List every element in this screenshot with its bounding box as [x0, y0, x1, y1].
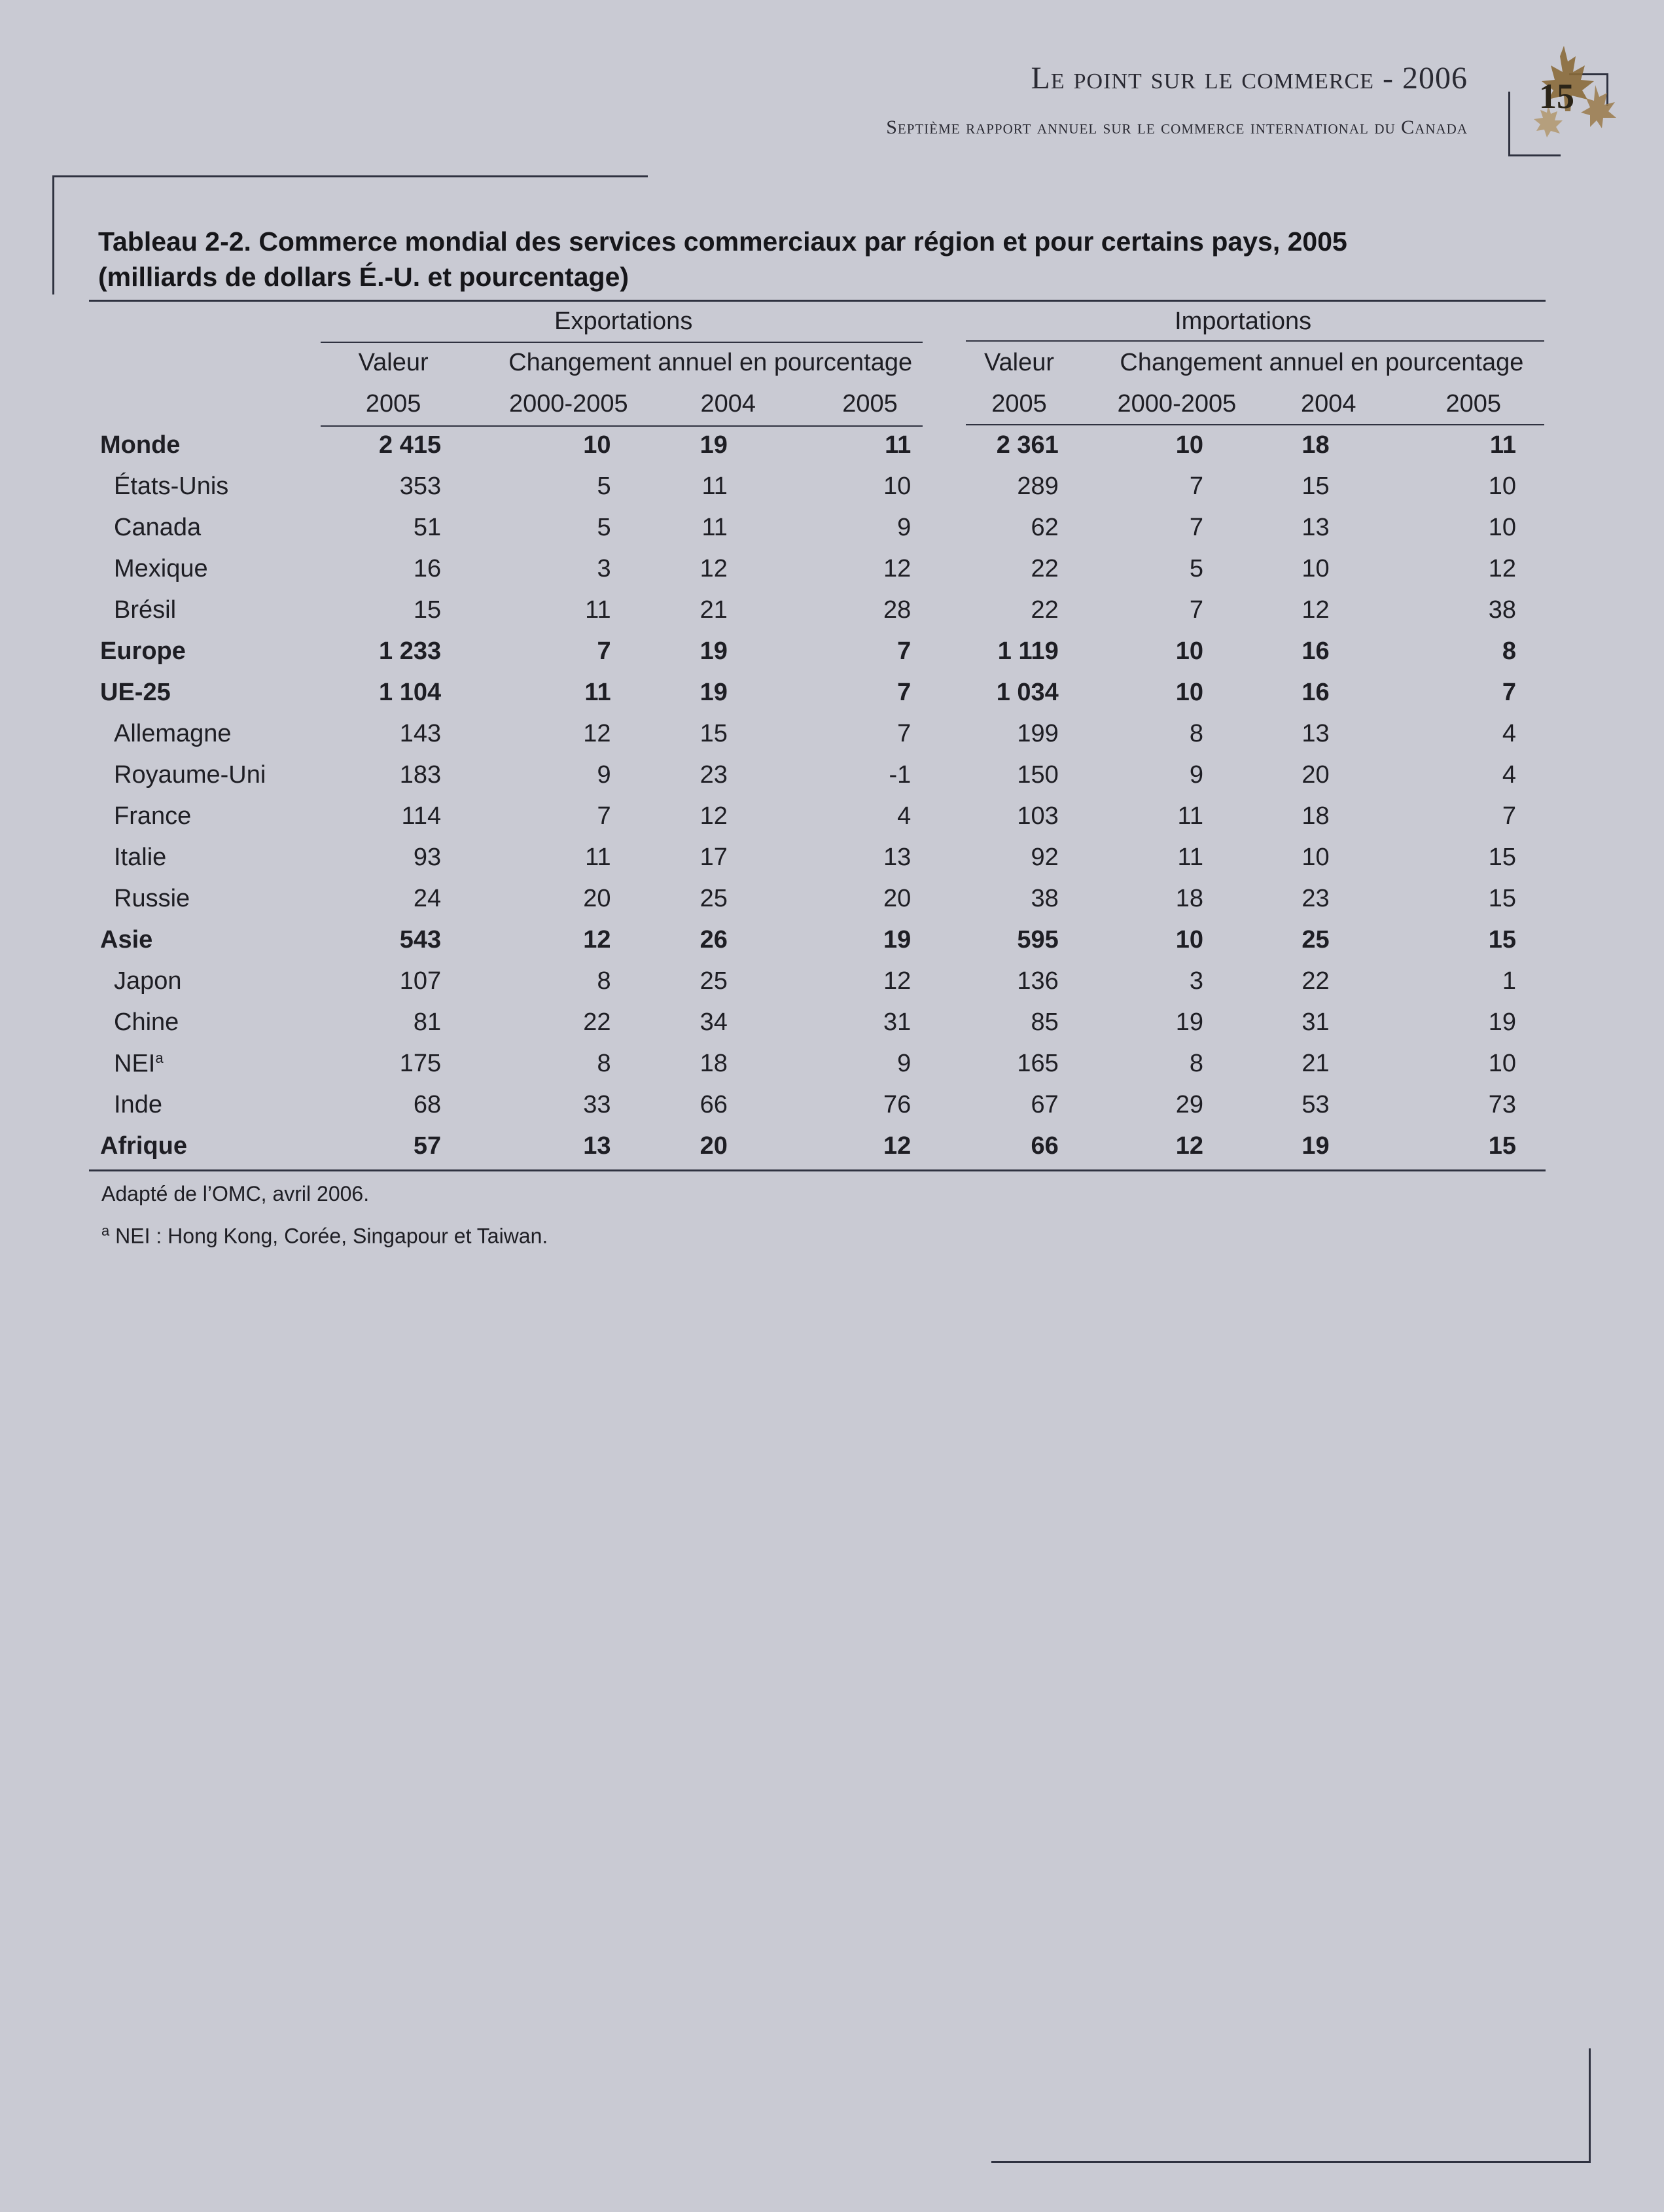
- table-cell: 150: [1017, 761, 1059, 789]
- table-row: [89, 878, 1546, 919]
- table-cell: 67: [1031, 1091, 1059, 1118]
- table-cell: 10: [883, 473, 912, 500]
- table-cell: -1: [889, 761, 912, 789]
- table-cell: 12: [1175, 1132, 1203, 1160]
- row-label-text: États-Unis: [114, 473, 229, 500]
- table-cell: 175: [399, 1050, 442, 1077]
- table-cell: 25: [699, 967, 728, 995]
- table-cell: 7: [1189, 596, 1203, 624]
- table-cell: 3: [597, 555, 611, 582]
- row-label: [89, 919, 306, 961]
- table-row: [89, 590, 1546, 631]
- table-title-units: (milliards de dollars É.-U. et pourcentage): [98, 262, 629, 292]
- table-row: [89, 713, 1546, 755]
- table-source: Adapté de l’OMC, avril 2006.: [101, 1182, 370, 1205]
- change-header: Changement annuel en pourcentage: [1120, 349, 1524, 376]
- table-cell: 31: [1301, 1008, 1330, 1036]
- table-cell: 10: [1175, 431, 1203, 459]
- row-label: [89, 507, 306, 548]
- row-label-text: Brésil: [114, 596, 177, 624]
- table-cell: 10: [1175, 926, 1203, 954]
- row-label-text: Canada: [114, 514, 202, 541]
- table-cell: 183: [399, 761, 442, 789]
- table-cell: 7: [1189, 514, 1203, 541]
- table-cell: 595: [1017, 926, 1059, 954]
- table-title-line: Tableau 2-2. Commerce mondial des services commerciaux par région et pour certains pays, 2005: [98, 226, 1347, 257]
- table-cell: 66: [699, 1091, 728, 1118]
- table-cell: 289: [1017, 473, 1059, 500]
- table-row: [89, 1043, 1546, 1084]
- corner-rule: [1589, 2048, 1591, 2163]
- row-label-text: Japon: [114, 967, 182, 995]
- table-cell: 10: [1301, 555, 1330, 582]
- section-rule: [52, 175, 54, 294]
- table-cell: 18: [699, 1050, 728, 1077]
- table-cell: 28: [883, 596, 912, 624]
- table-cell: 19: [699, 431, 728, 459]
- table-cell: 12: [583, 720, 611, 747]
- table-cell: 19: [1488, 1008, 1516, 1036]
- table-row: [89, 919, 1546, 961]
- table-cell: 20: [1301, 761, 1330, 789]
- table-cell: 10: [1175, 637, 1203, 665]
- table-cell: 1 233: [379, 637, 442, 665]
- table-cell: 19: [699, 637, 728, 665]
- row-label: [89, 1084, 306, 1126]
- year-header: 2004: [1301, 390, 1356, 418]
- report-subtitle: Septième rapport annuel sur le commerce international du Canada: [886, 116, 1468, 138]
- row-label: [89, 425, 306, 466]
- table-cell: 12: [883, 555, 912, 582]
- table-cell: 57: [413, 1132, 442, 1160]
- table-cell: 15: [1488, 885, 1516, 912]
- table-cell: 20: [699, 1132, 728, 1160]
- corner-rule: [1508, 154, 1561, 156]
- table-cell: 68: [413, 1091, 442, 1118]
- table-cell: 1: [1502, 967, 1516, 995]
- table-cell: 34: [699, 1008, 728, 1036]
- table-cell: 11: [701, 473, 728, 500]
- table-cell: 17: [699, 844, 728, 871]
- table-cell: 15: [1488, 1132, 1516, 1160]
- table-cell: 20: [883, 885, 912, 912]
- table-cell: 8: [1189, 720, 1203, 747]
- table-cell: 1 034: [996, 679, 1059, 706]
- table-cell: 7: [897, 637, 912, 665]
- table-cell: 85: [1031, 1008, 1059, 1036]
- row-label-text: Monde: [100, 431, 181, 459]
- table-cell: 15: [1301, 473, 1330, 500]
- row-label-text: Asie: [100, 926, 153, 954]
- table-cell: 13: [883, 844, 912, 871]
- row-label-text: Inde: [114, 1091, 162, 1118]
- services-trade-table: [89, 301, 1546, 1167]
- row-label-text: Russie: [114, 885, 190, 912]
- row-label: [89, 631, 306, 672]
- table-cell: 11: [584, 679, 611, 706]
- table-cell: 143: [399, 720, 442, 747]
- table-cell: 15: [413, 596, 442, 624]
- row-label: [89, 755, 306, 796]
- table-cell: 11: [1489, 431, 1516, 459]
- table-header-years: [89, 384, 1546, 425]
- row-label-text: Mexique: [114, 555, 208, 582]
- table-cell: 12: [699, 555, 728, 582]
- row-label: [89, 796, 306, 837]
- table-cell: 136: [1017, 967, 1059, 995]
- table-cell: 92: [1031, 844, 1059, 871]
- table-cell: 7: [1502, 679, 1516, 706]
- row-label: [89, 713, 306, 755]
- table-cell: 19: [1175, 1008, 1203, 1036]
- table-cell: 19: [883, 926, 912, 954]
- table-cell: 66: [1031, 1132, 1059, 1160]
- table-cell: 22: [1301, 967, 1330, 995]
- row-label-text: Italie: [114, 844, 167, 871]
- table-cell: 38: [1031, 885, 1059, 912]
- table-cell: 31: [883, 1008, 912, 1036]
- table-cell: 19: [699, 679, 728, 706]
- table-row: [89, 1002, 1546, 1043]
- table-row: [89, 466, 1546, 507]
- page-number: 15: [1539, 77, 1574, 116]
- table-cell: 22: [1031, 596, 1059, 624]
- table-cell: 2 361: [996, 431, 1059, 459]
- row-label-text: Europe: [100, 637, 186, 665]
- table-cell: 38: [1488, 596, 1516, 624]
- row-label: [89, 837, 306, 878]
- row-label-text: Afrique: [100, 1132, 187, 1160]
- table-cell: 23: [1301, 885, 1330, 912]
- table-cell: 10: [1175, 679, 1203, 706]
- table-footnote: [101, 1222, 548, 1249]
- table-cell: 103: [1017, 802, 1059, 830]
- table-cell: 12: [1488, 555, 1516, 582]
- table-cell: 13: [1301, 514, 1330, 541]
- table-cell: 8: [1189, 1050, 1203, 1077]
- table-cell: 9: [1189, 761, 1203, 789]
- row-label-text: Chine: [114, 1008, 179, 1036]
- table-cell: 1 104: [379, 679, 442, 706]
- corner-rule: [1508, 92, 1510, 156]
- table-cell: 76: [883, 1091, 912, 1118]
- table-cell: 62: [1031, 514, 1059, 541]
- table-cell: 353: [399, 473, 442, 500]
- table-cell: 3: [1189, 967, 1203, 995]
- table-cell: 9: [597, 761, 611, 789]
- row-label-text: UE-25: [100, 679, 171, 706]
- table-row: [89, 425, 1546, 466]
- table-cell: 4: [1502, 761, 1516, 789]
- table-cell: 10: [1301, 844, 1330, 871]
- table-cell: 12: [883, 967, 912, 995]
- table-cell: 8: [1502, 637, 1516, 665]
- row-label: [89, 590, 306, 631]
- table-cell: 93: [413, 844, 442, 871]
- table-row: [89, 1084, 1546, 1126]
- row-label: [89, 466, 306, 507]
- footnote-marker: a: [155, 1049, 164, 1066]
- row-label-text: France: [114, 802, 192, 830]
- table-row: [89, 507, 1546, 548]
- imports-header: Importations: [1175, 308, 1312, 335]
- table-row: [89, 961, 1546, 1002]
- row-label: [89, 1043, 306, 1084]
- table-cell: 25: [1301, 926, 1330, 954]
- table-cell: 12: [883, 1132, 912, 1160]
- table-row: [89, 755, 1546, 796]
- table-cell: 18: [1301, 802, 1330, 830]
- table-cell: 9: [897, 514, 912, 541]
- table-cell: 73: [1488, 1091, 1516, 1118]
- year-header: 2005: [365, 390, 421, 418]
- table-cell: 4: [1502, 720, 1516, 747]
- table-cell: 10: [1488, 473, 1516, 500]
- row-label: [89, 672, 306, 713]
- table-cell: 16: [1301, 679, 1330, 706]
- table-cell: 26: [699, 926, 728, 954]
- exports-header: Exportations: [554, 308, 693, 335]
- table-cell: 11: [885, 431, 912, 459]
- row-label: [89, 1002, 306, 1043]
- table-cell: 7: [897, 679, 912, 706]
- table-cell: 4: [897, 802, 912, 830]
- table-cell: 7: [1189, 473, 1203, 500]
- table-cell: 15: [699, 720, 728, 747]
- table-cell: 199: [1017, 720, 1059, 747]
- footnote-text: NEI : Hong Kong, Corée, Singapour et Taiwan.: [115, 1224, 548, 1248]
- table-cell: 18: [1301, 431, 1330, 459]
- table-row: [89, 796, 1546, 837]
- table-cell: 5: [597, 514, 611, 541]
- table-cell: 8: [597, 1050, 611, 1077]
- row-label: [89, 1126, 306, 1167]
- table-cell: 12: [1301, 596, 1330, 624]
- table-cell: 5: [1189, 555, 1203, 582]
- table-cell: 33: [583, 1091, 611, 1118]
- table-cell: 11: [1177, 844, 1203, 871]
- table-row: [89, 1126, 1546, 1167]
- value-header: Valeur: [358, 349, 429, 376]
- year-header: 2004: [700, 390, 756, 418]
- table-cell: 21: [1301, 1050, 1330, 1077]
- table-cell: 543: [399, 926, 442, 954]
- table-cell: 22: [1031, 555, 1059, 582]
- table-cell: 51: [413, 514, 442, 541]
- footnote-marker: a: [101, 1222, 110, 1239]
- table-bottom-rule: [89, 1169, 1546, 1171]
- table-cell: 21: [699, 596, 728, 624]
- table-cell: 10: [1488, 514, 1516, 541]
- table-cell: 11: [585, 596, 611, 624]
- table-cell: 18: [1175, 885, 1203, 912]
- table-cell: 2 415: [379, 431, 442, 459]
- change-header: Changement annuel en pourcentage: [508, 349, 913, 376]
- corner-rule: [991, 2161, 1591, 2163]
- row-label: [89, 548, 306, 590]
- table-cell: 10: [1488, 1050, 1516, 1077]
- table-cell: 16: [413, 555, 442, 582]
- table-cell: 19: [1301, 1132, 1330, 1160]
- row-label: [89, 961, 306, 1002]
- table-cell: 20: [583, 885, 611, 912]
- table-cell: 25: [699, 885, 728, 912]
- table-cell: 12: [583, 926, 611, 954]
- year-header: 2005: [842, 390, 898, 418]
- table-cell: 1 119: [997, 637, 1059, 665]
- table-cell: 11: [701, 514, 728, 541]
- table-cell: 24: [413, 885, 442, 912]
- year-header: 2000-2005: [508, 390, 628, 418]
- table-row: [89, 631, 1546, 672]
- table-cell: 7: [597, 637, 611, 665]
- table-cell: 10: [583, 431, 611, 459]
- table-cell: 15: [1488, 844, 1516, 871]
- table-header-metric: [89, 342, 1546, 384]
- table-cell: 29: [1175, 1091, 1203, 1118]
- table-row: [89, 837, 1546, 878]
- table-cell: 9: [897, 1050, 912, 1077]
- section-rule: [52, 175, 648, 177]
- table-cell: 16: [1301, 637, 1330, 665]
- table-cell: 165: [1017, 1050, 1059, 1077]
- table-cell: 11: [1177, 802, 1203, 830]
- table-cell: 81: [413, 1008, 442, 1036]
- value-header: Valeur: [984, 349, 1055, 376]
- table-cell: 23: [699, 761, 728, 789]
- row-label-text: Royaume-Uni: [114, 761, 266, 789]
- table-header-group: [89, 301, 1546, 342]
- table-cell: 7: [897, 720, 912, 747]
- table-cell: 107: [399, 967, 442, 995]
- table-cell: 12: [699, 802, 728, 830]
- table-cell: 11: [585, 844, 611, 871]
- table-cell: 114: [401, 802, 442, 830]
- table-row: [89, 672, 1546, 713]
- report-title: Le point sur le commerce - 2006: [1031, 61, 1468, 96]
- row-label: [89, 878, 306, 919]
- table-cell: 8: [597, 967, 611, 995]
- table-cell: 5: [597, 473, 611, 500]
- table-cell: 15: [1488, 926, 1516, 954]
- table-cell: 53: [1301, 1091, 1330, 1118]
- year-header: 2005: [991, 390, 1047, 418]
- table-cell: 13: [583, 1132, 611, 1160]
- table-cell: 7: [1502, 802, 1516, 830]
- table-row: [89, 548, 1546, 590]
- row-label-text: NEI: [114, 1050, 156, 1078]
- table-title: [98, 224, 1472, 294]
- table-cell: 13: [1301, 720, 1330, 747]
- table-cell: 22: [583, 1008, 611, 1036]
- year-header: 2005: [1445, 390, 1502, 418]
- table-cell: 7: [597, 802, 611, 830]
- row-label-text: Allemagne: [114, 720, 232, 747]
- year-header: 2000-2005: [1117, 390, 1237, 418]
- table-body: [89, 425, 1546, 1167]
